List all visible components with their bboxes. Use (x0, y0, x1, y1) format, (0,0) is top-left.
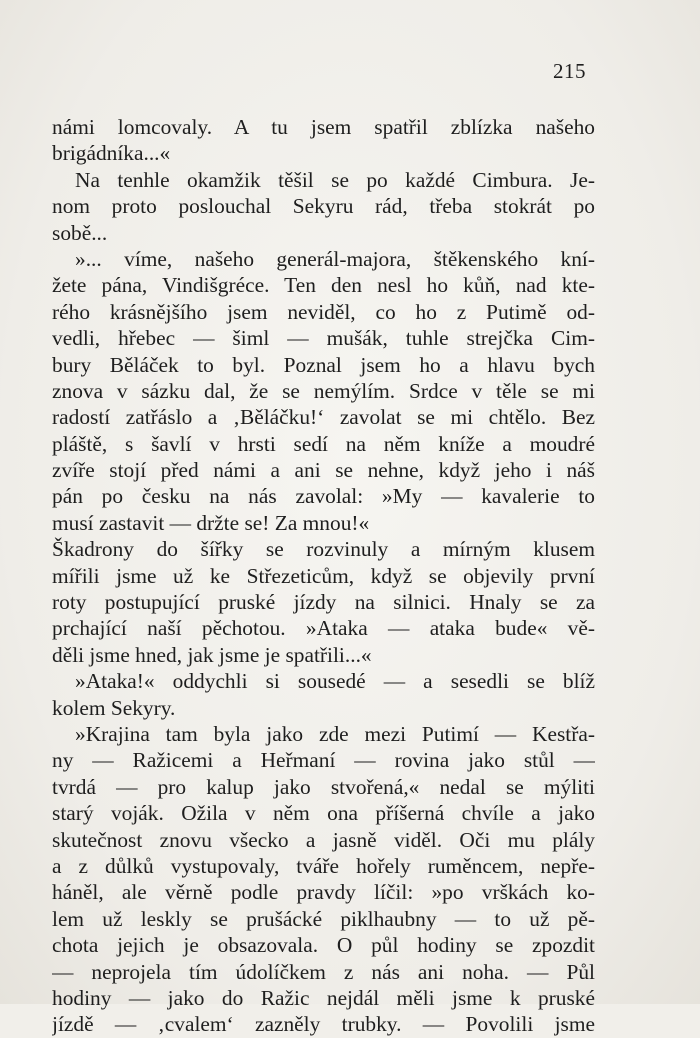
text-line: brigádníka...« (52, 141, 171, 166)
text-line: tvrdá — pro kalup jako stvořená,« nedal se mýliti (52, 774, 595, 799)
text-line: vedli, hřebec — šiml — mušák, tuhle strejčka Cim- (52, 326, 595, 351)
text-line: děli jsme hned, jak jsme je spatřili...« (52, 642, 372, 667)
text-line: roty postupující pruské jízdy na silnici. Hnaly se za (52, 590, 595, 615)
text-line: ny — Ražicemi a Heřmaní — rovina jako stůl — (52, 748, 595, 773)
text-line: nom proto poslouchal Sekyru rád, třeba stokrát po (52, 194, 595, 219)
body-text (52, 114, 595, 1038)
text-line: — neprojela tím údolíčkem z nás ani noha. — Půl (52, 959, 595, 984)
page-number: 215 (553, 59, 586, 83)
text-line: mířili jsme už ke Střezeticům, když se objevily první (52, 563, 595, 588)
text-line: jízdě — ‚cvalem‘ zazněly trubky. — Povolili jsme (52, 1012, 595, 1037)
text-line: Škadrony do šířky se rozvinuly a mírným klusem (52, 537, 595, 562)
text-line: pláště, s šavlí v hrsti sedí na něm kníže a moudré (52, 431, 595, 456)
text-line: kolem Sekyry. (52, 695, 176, 720)
text-line: sobě... (52, 220, 108, 245)
text-line: rého krásnějšího jsem neviděl, co ho z Putimě od- (52, 299, 595, 324)
text-line: musí zastavit — držte se! Za mnou!« (52, 510, 370, 535)
text-line: starý voják. Ožila v něm ona příšerná chvíle a jako (52, 801, 595, 826)
text-line: žete pána, Vindišgréce. Ten den nesl ho kůň, nad kte- (52, 273, 595, 298)
text-line: pán po česku na nás zavolal: »My — kavalerie to (52, 484, 595, 509)
text-line: »... víme, našeho generál-majora, štěkenského kní- (75, 246, 595, 271)
text-line: »Ataka!« oddychli si sousedé — a sesedli se blíž (75, 669, 595, 694)
text-line: Na tenhle okamžik těšil se po každé Cimbura. Je- (75, 167, 595, 192)
text-line: zvíře stojí před námi a ani se nehne, když jeho i náš (52, 458, 595, 483)
text-line: »Krajina tam byla jako zde mezi Putimí — Kestřa- (75, 721, 595, 746)
text-line: námi lomcovaly. A tu jsem spatřil zblízka našeho (52, 115, 595, 139)
text-line: skutečnost znovu všecko a jasně viděl. Oči mu plály (52, 827, 595, 852)
text-line: a z důlků vystupovaly, tváře hořely ruměncem, nepře- (52, 853, 595, 878)
text-line: prchající naší pěchotou. »Ataka — ataka bude« vě- (52, 616, 595, 641)
text-line: lem už leskly se prušácké piklhaubny — to už pě- (52, 906, 595, 931)
text-line: znova v sázku dal, že se nemýlím. Srdce v těle se mi (52, 378, 595, 403)
text-line: radostí zatřáslo a ‚Běláčku!‘ zavolat se mi chtělo. Bez (52, 405, 595, 430)
text-line: hodiny — jako do Ražic nejdál měli jsme k pruské (52, 985, 595, 1010)
text-line: háněl, ale věrně podle pravdy líčil: »po vrškách ko- (52, 880, 595, 905)
text-line: chota jejich je obsazovala. O půl hodiny se zpozdit (52, 933, 595, 958)
text-line: bury Běláček to byl. Poznal jsem ho a hlavu bych (52, 352, 595, 377)
